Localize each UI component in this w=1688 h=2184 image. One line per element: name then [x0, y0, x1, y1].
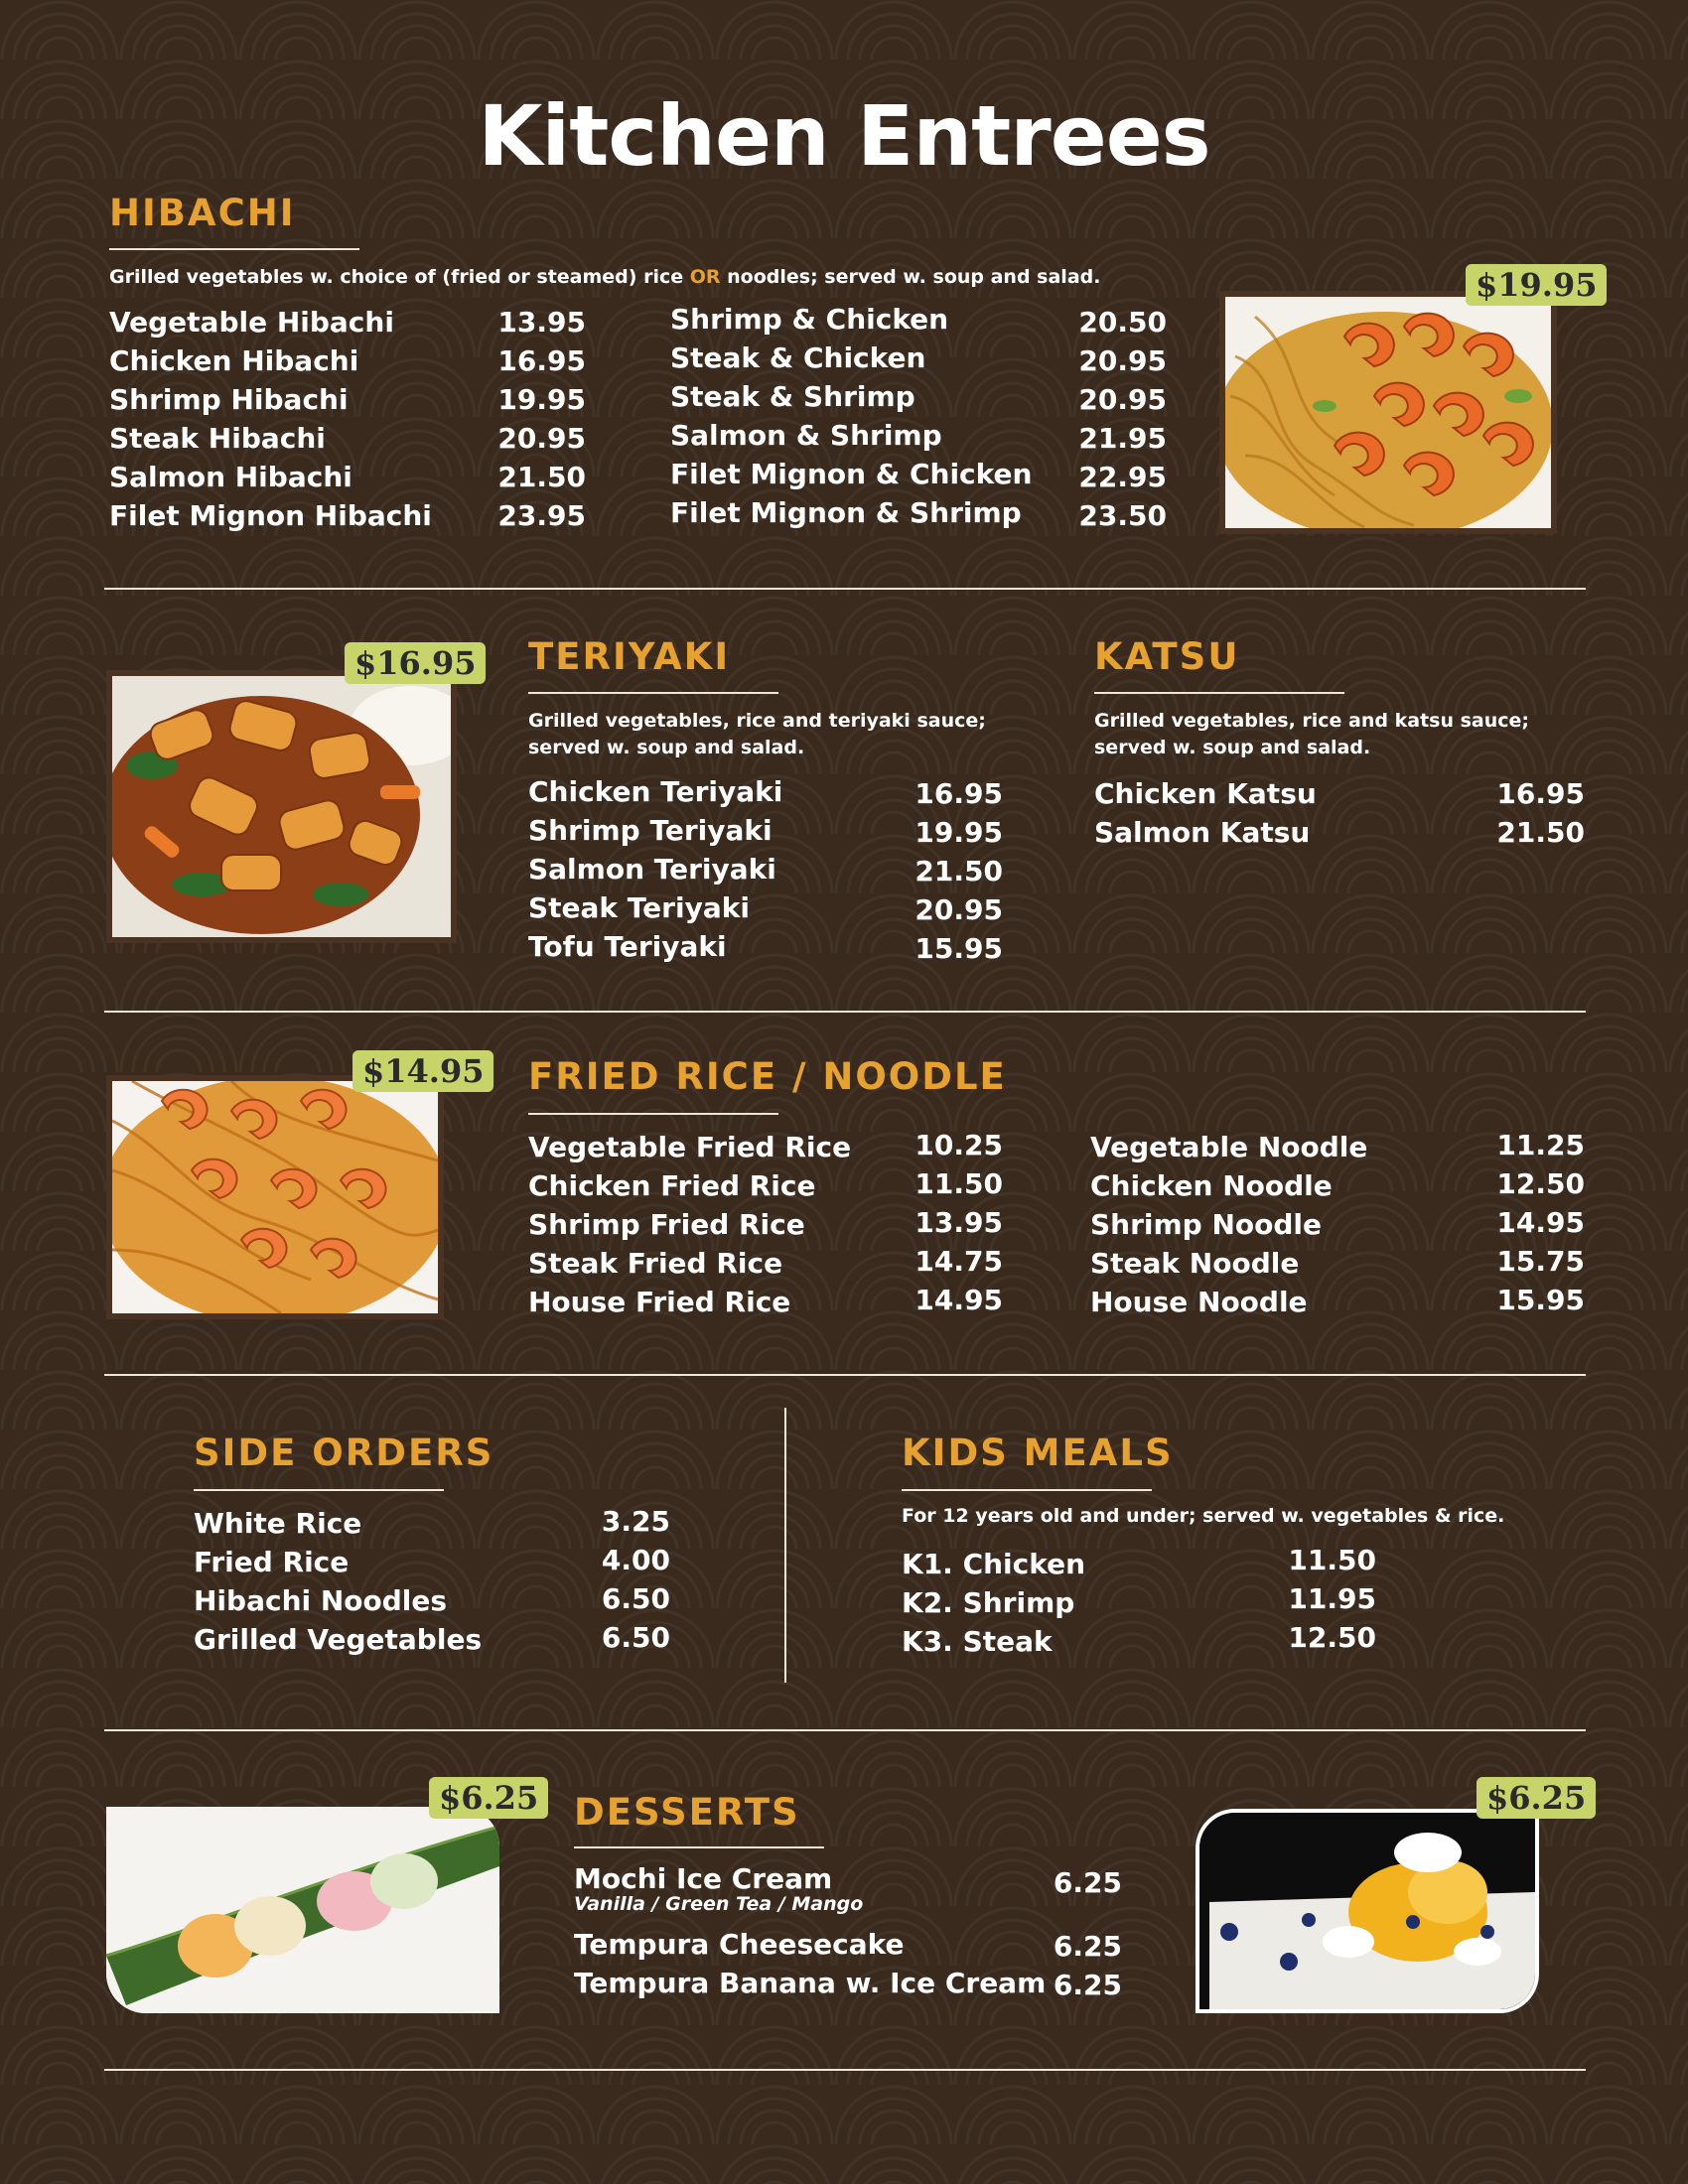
menu-item: Mochi Ice Cream 6.25: [574, 1862, 1122, 1899]
menu-item: Tofu Teriyaki 15.95: [528, 930, 1003, 965]
hibachi-title-underline: [109, 248, 359, 250]
fried-rice-list: [528, 1128, 1003, 1321]
section-divider: [104, 1374, 1586, 1376]
menu-item: Filet Mignon & Shrimp 23.50: [670, 496, 1167, 532]
menu-item: Salmon Teriyaki 21.50: [528, 853, 1003, 887]
noodle-list: [1090, 1128, 1585, 1321]
menu-item: Steak & Shrimp 20.95: [670, 380, 1167, 416]
mochi-price-tag: $6.25: [429, 1777, 548, 1819]
hibachi-shrimp-noodle-photo: [1219, 291, 1557, 534]
menu-item: Chicken Teriyaki 16.95: [528, 775, 1003, 810]
sides-list: [194, 1504, 670, 1659]
katsu-list: [1094, 774, 1585, 852]
menu-item: Shrimp Noodle 14.95: [1090, 1206, 1585, 1241]
desserts-list: [574, 1859, 1122, 2002]
teriyaki-description: Grilled vegetables, rice and teriyaki sauce; served w. soup and salad.: [528, 710, 986, 758]
shrimp-lo-mein-illustration: [112, 1081, 438, 1313]
menu-item: Hibachi Noodles 6.50: [194, 1582, 670, 1617]
hibachi-section-title: HIBACHI: [109, 192, 296, 234]
katsu-title-underline: [1094, 692, 1344, 694]
desserts-title-underline: [574, 1846, 824, 1848]
menu-item: Salmon Hibachi 21.50: [109, 461, 586, 493]
menu-item: Steak & Chicken 20.95: [670, 341, 1167, 377]
fried-section-title: FRIED RICE / NOODLE: [528, 1055, 1007, 1098]
hibachi-column-2: [670, 300, 1167, 532]
menu-item: Vegetable Noodle 11.25: [1090, 1129, 1585, 1163]
teriyaki-chicken-photo: [106, 670, 457, 943]
menu-item: K1. Chicken 11.50: [902, 1544, 1376, 1580]
hibachi-column-1: [109, 303, 586, 535]
menu-item-subtitle: Vanilla / Green Tea / Mango: [574, 1893, 864, 1915]
column-divider: [784, 1408, 786, 1683]
menu-item: Chicken Fried Rice 11.50: [528, 1167, 1003, 1202]
kids-list: [902, 1545, 1376, 1661]
menu-item: House Noodle 15.95: [1090, 1284, 1585, 1318]
shrimp-noodle-illustration: [1225, 297, 1551, 528]
menu-item: Tempura Banana w. Ice Cream 6.25: [574, 1967, 1122, 2001]
fried-price-tag: $14.95: [352, 1050, 493, 1092]
section-divider: [104, 588, 1586, 590]
menu-item: Steak Fried Rice 14.75: [528, 1245, 1003, 1280]
mochi-photo: [106, 1807, 499, 2013]
menu-item: Vegetable Fried Rice 10.25: [528, 1129, 1003, 1163]
tempura-banana-illustration: [1199, 1813, 1535, 2009]
menu-item: Grilled Vegetables 6.50: [194, 1621, 670, 1656]
menu-item: Vegetable Hibachi 13.95: [109, 306, 586, 339]
teriyaki-price-tag: $16.95: [345, 642, 486, 684]
menu-item: Filet Mignon & Chicken 22.95: [670, 458, 1167, 493]
chicken-teriyaki-illustration: [112, 676, 451, 937]
menu-item: Filet Mignon Hibachi 23.95: [109, 499, 586, 532]
menu-item: Steak Noodle 15.75: [1090, 1245, 1585, 1280]
menu-item: Steak Hibachi 20.95: [109, 422, 586, 455]
page-title: Kitchen Entrees: [478, 87, 1210, 185]
tempura-dessert-photo: [1196, 1809, 1539, 2013]
sides-section-title: SIDE ORDERS: [194, 1432, 494, 1474]
tempura-price-tag: $6.25: [1477, 1777, 1596, 1819]
menu-item: K2. Shrimp 11.95: [902, 1582, 1376, 1619]
kids-description: For 12 years old and under; served w. vegetables & rice.: [902, 1505, 1505, 1527]
menu-item: K3. Steak 12.50: [902, 1621, 1376, 1658]
menu-item: House Fried Rice 14.95: [528, 1284, 1003, 1318]
mochi-illustration: [106, 1807, 499, 2013]
teriyaki-section-title: TERIYAKI: [528, 635, 731, 678]
menu-item: Chicken Noodle 12.50: [1090, 1167, 1585, 1202]
teriyaki-title-underline: [528, 692, 778, 694]
menu-item: Salmon & Shrimp 21.95: [670, 419, 1167, 455]
hibachi-description: Grilled vegetables w. choice of (fried or steamed) rice OR noodles; served w. soup and salad.: [109, 266, 1101, 288]
katsu-description: Grilled vegetables, rice and katsu sauce; served w. soup and salad.: [1094, 710, 1530, 758]
menu-item: Tempura Cheesecake 6.25: [574, 1928, 1122, 1963]
hibachi-price-tag: $19.95: [1466, 264, 1607, 306]
menu-item: Chicken Hibachi 16.95: [109, 344, 586, 377]
menu-item: Steak Teriyaki 20.95: [528, 891, 1003, 926]
sides-title-underline: [194, 1489, 444, 1491]
section-divider: [104, 2069, 1586, 2071]
section-divider: [104, 1011, 1586, 1013]
katsu-section-title: KATSU: [1094, 635, 1240, 678]
fried-noodle-photo: [106, 1075, 444, 1319]
menu-item: Fried Rice 4.00: [194, 1544, 670, 1578]
kids-title-underline: [902, 1489, 1152, 1491]
menu-item: Shrimp & Chicken 20.50: [670, 303, 1167, 339]
menu-item: Shrimp Hibachi 19.95: [109, 383, 586, 416]
menu-item: Chicken Katsu 16.95: [1094, 777, 1585, 810]
menu-item: Shrimp Fried Rice 13.95: [528, 1206, 1003, 1241]
teriyaki-list: [528, 772, 1003, 966]
menu-item: White Rice 3.25: [194, 1505, 670, 1540]
desserts-section-title: DESSERTS: [574, 1791, 800, 1834]
section-divider: [104, 1729, 1586, 1731]
menu-item: Salmon Katsu 21.50: [1094, 816, 1585, 849]
menu-item: Shrimp Teriyaki 19.95: [528, 814, 1003, 849]
kids-section-title: KIDS MEALS: [902, 1432, 1174, 1474]
fried-title-underline: [528, 1113, 778, 1115]
